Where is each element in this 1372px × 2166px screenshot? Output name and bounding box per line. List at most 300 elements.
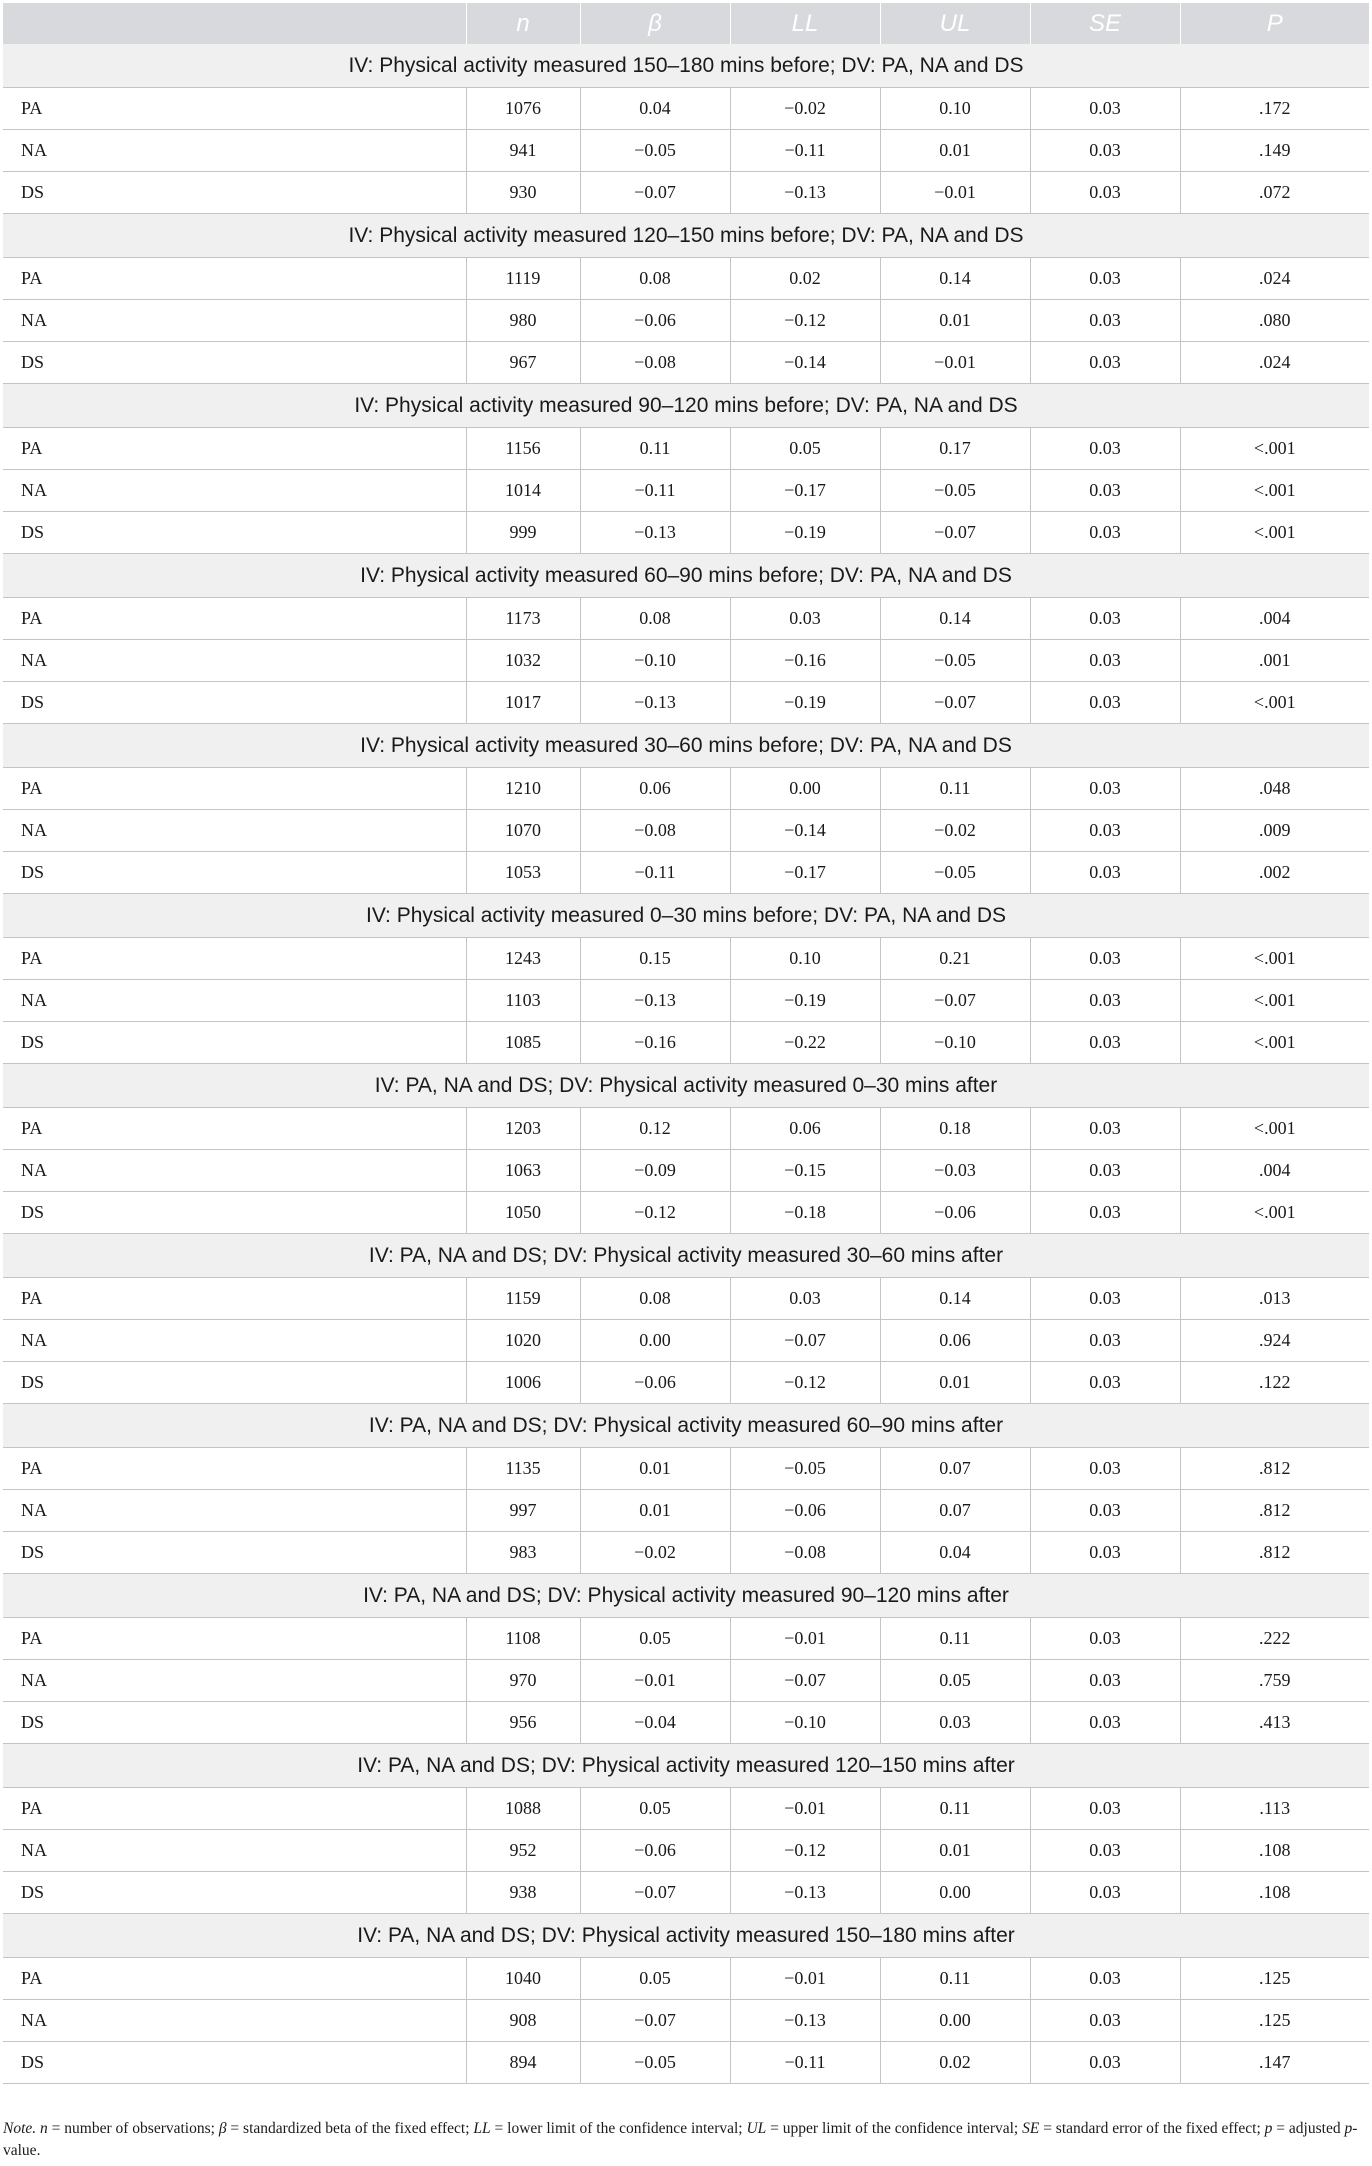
row-label: DS bbox=[3, 172, 466, 214]
cell-n: 1085 bbox=[466, 1022, 580, 1064]
cell-p: .812 bbox=[1180, 1532, 1369, 1574]
section-title: IV: Physical activity measured 90–120 mins before; DV: PA, NA and DS bbox=[3, 384, 1369, 428]
table-row bbox=[3, 470, 1369, 512]
cell-beta: −0.13 bbox=[580, 980, 730, 1022]
cell-se: 0.03 bbox=[1030, 2042, 1180, 2084]
cell-beta: 0.15 bbox=[580, 938, 730, 980]
cell-beta: 0.08 bbox=[580, 258, 730, 300]
cell-ul: −0.05 bbox=[880, 640, 1030, 682]
section-title: IV: Physical activity measured 60–90 mins before; DV: PA, NA and DS bbox=[3, 554, 1369, 598]
row-label: PA bbox=[3, 1788, 466, 1830]
table-row bbox=[3, 1532, 1369, 1574]
cell-ul: 0.11 bbox=[880, 1788, 1030, 1830]
note-p-definition: = adjusted bbox=[1272, 2120, 1345, 2137]
table-row bbox=[3, 938, 1369, 980]
cell-ll: −0.15 bbox=[730, 1150, 880, 1192]
cell-p: .108 bbox=[1180, 1830, 1369, 1872]
cell-ul: 0.07 bbox=[880, 1448, 1030, 1490]
row-label: DS bbox=[3, 1192, 466, 1234]
cell-p: .924 bbox=[1180, 1320, 1369, 1362]
cell-se: 0.03 bbox=[1030, 258, 1180, 300]
cell-ll: −0.12 bbox=[730, 300, 880, 342]
cell-se: 0.03 bbox=[1030, 428, 1180, 470]
section-header-row bbox=[3, 1914, 1369, 1958]
cell-ll: 0.00 bbox=[730, 768, 880, 810]
cell-p: .024 bbox=[1180, 342, 1369, 384]
cell-n: 1108 bbox=[466, 1618, 580, 1660]
cell-n: 980 bbox=[466, 300, 580, 342]
cell-n: 983 bbox=[466, 1532, 580, 1574]
cell-p: <.001 bbox=[1180, 682, 1369, 724]
cell-se: 0.03 bbox=[1030, 172, 1180, 214]
cell-n: 997 bbox=[466, 1490, 580, 1532]
cell-p: .024 bbox=[1180, 258, 1369, 300]
section-header-row bbox=[3, 214, 1369, 258]
cell-se: 0.03 bbox=[1030, 852, 1180, 894]
cell-ul: 0.17 bbox=[880, 428, 1030, 470]
note-ul-definition: = upper limit of the confidence interval; bbox=[766, 2120, 1023, 2137]
header-se: SE bbox=[1030, 3, 1180, 44]
cell-n: 941 bbox=[466, 130, 580, 172]
cell-ul: 0.14 bbox=[880, 1278, 1030, 1320]
cell-beta: 0.08 bbox=[580, 1278, 730, 1320]
cell-p: .149 bbox=[1180, 130, 1369, 172]
row-label: DS bbox=[3, 852, 466, 894]
cell-se: 0.03 bbox=[1030, 980, 1180, 1022]
note-se-definition: = standard error of the fixed effect; bbox=[1039, 2120, 1265, 2137]
cell-ll: 0.03 bbox=[730, 1278, 880, 1320]
cell-se: 0.03 bbox=[1030, 1788, 1180, 1830]
cell-ul: 0.02 bbox=[880, 2042, 1030, 2084]
cell-n: 1017 bbox=[466, 682, 580, 724]
cell-beta: −0.10 bbox=[580, 640, 730, 682]
cell-se: 0.03 bbox=[1030, 768, 1180, 810]
cell-ll: −0.05 bbox=[730, 1448, 880, 1490]
cell-p: .004 bbox=[1180, 1150, 1369, 1192]
table-row bbox=[3, 1660, 1369, 1702]
header-beta: β bbox=[580, 3, 730, 44]
cell-ll: −0.14 bbox=[730, 810, 880, 852]
header-blank bbox=[3, 3, 466, 44]
cell-n: 1173 bbox=[466, 598, 580, 640]
section-header-row bbox=[3, 554, 1369, 598]
row-label: DS bbox=[3, 1532, 466, 1574]
note-p-word: p bbox=[1344, 2120, 1353, 2137]
cell-beta: −0.12 bbox=[580, 1192, 730, 1234]
cell-n: 1103 bbox=[466, 980, 580, 1022]
cell-ll: 0.05 bbox=[730, 428, 880, 470]
note-ul-symbol: UL bbox=[746, 2120, 767, 2137]
cell-ul: −0.03 bbox=[880, 1150, 1030, 1192]
cell-se: 0.03 bbox=[1030, 1192, 1180, 1234]
cell-ul: 0.14 bbox=[880, 258, 1030, 300]
cell-ll: −0.06 bbox=[730, 1490, 880, 1532]
cell-p: <.001 bbox=[1180, 428, 1369, 470]
cell-se: 0.03 bbox=[1030, 2000, 1180, 2042]
cell-ul: 0.05 bbox=[880, 1660, 1030, 1702]
row-label: NA bbox=[3, 640, 466, 682]
cell-beta: 0.05 bbox=[580, 1958, 730, 2000]
cell-ll: 0.02 bbox=[730, 258, 880, 300]
cell-ll: −0.13 bbox=[730, 1872, 880, 1914]
note-beta-definition: = standardized beta of the fixed effect; bbox=[226, 2120, 474, 2137]
row-label: NA bbox=[3, 2000, 466, 2042]
cell-ul: −0.05 bbox=[880, 852, 1030, 894]
cell-p: <.001 bbox=[1180, 1192, 1369, 1234]
cell-ul: −0.01 bbox=[880, 172, 1030, 214]
row-label: PA bbox=[3, 1618, 466, 1660]
table-row bbox=[3, 1490, 1369, 1532]
cell-ul: 0.03 bbox=[880, 1702, 1030, 1744]
cell-beta: −0.07 bbox=[580, 172, 730, 214]
cell-ll: −0.07 bbox=[730, 1660, 880, 1702]
table-row bbox=[3, 2000, 1369, 2042]
cell-n: 1070 bbox=[466, 810, 580, 852]
cell-beta: −0.06 bbox=[580, 1830, 730, 1872]
cell-se: 0.03 bbox=[1030, 1278, 1180, 1320]
table-row bbox=[3, 1150, 1369, 1192]
cell-n: 1063 bbox=[466, 1150, 580, 1192]
cell-p: <.001 bbox=[1180, 512, 1369, 554]
section-title: IV: PA, NA and DS; DV: Physical activity measured 60–90 mins after bbox=[3, 1404, 1369, 1448]
cell-n: 967 bbox=[466, 342, 580, 384]
row-label: NA bbox=[3, 300, 466, 342]
row-label: DS bbox=[3, 1872, 466, 1914]
cell-ul: 0.14 bbox=[880, 598, 1030, 640]
note-p-end: -value. bbox=[3, 2120, 1358, 2159]
cell-p: .222 bbox=[1180, 1618, 1369, 1660]
row-label: PA bbox=[3, 598, 466, 640]
cell-beta: 0.01 bbox=[580, 1448, 730, 1490]
row-label: PA bbox=[3, 88, 466, 130]
cell-se: 0.03 bbox=[1030, 88, 1180, 130]
cell-ul: −0.01 bbox=[880, 342, 1030, 384]
cell-ll: −0.01 bbox=[730, 1958, 880, 2000]
cell-beta: −0.02 bbox=[580, 1532, 730, 1574]
cell-se: 0.03 bbox=[1030, 1532, 1180, 1574]
cell-p: <.001 bbox=[1180, 470, 1369, 512]
cell-se: 0.03 bbox=[1030, 1702, 1180, 1744]
cell-p: <.001 bbox=[1180, 1022, 1369, 1064]
section-title: IV: Physical activity measured 150–180 mins before; DV: PA, NA and DS bbox=[3, 44, 1369, 88]
cell-ll: −0.17 bbox=[730, 470, 880, 512]
table-row bbox=[3, 88, 1369, 130]
cell-n: 1020 bbox=[466, 1320, 580, 1362]
row-label: PA bbox=[3, 938, 466, 980]
cell-ul: 0.18 bbox=[880, 1108, 1030, 1150]
row-label: PA bbox=[3, 1448, 466, 1490]
cell-p: .172 bbox=[1180, 88, 1369, 130]
row-label: PA bbox=[3, 428, 466, 470]
note-se-symbol: SE bbox=[1022, 2120, 1040, 2137]
cell-beta: 0.04 bbox=[580, 88, 730, 130]
table-row bbox=[3, 1958, 1369, 2000]
note-p-symbol: p bbox=[1264, 2120, 1273, 2137]
cell-beta: −0.07 bbox=[580, 1872, 730, 1914]
table-header bbox=[3, 3, 1369, 44]
cell-n: 956 bbox=[466, 1702, 580, 1744]
row-label: NA bbox=[3, 980, 466, 1022]
row-label: NA bbox=[3, 1660, 466, 1702]
cell-ul: 0.00 bbox=[880, 1872, 1030, 1914]
cell-ul: 0.04 bbox=[880, 1532, 1030, 1574]
table-row bbox=[3, 1788, 1369, 1830]
cell-se: 0.03 bbox=[1030, 1958, 1180, 2000]
table-row bbox=[3, 1618, 1369, 1660]
cell-ul: 0.06 bbox=[880, 1320, 1030, 1362]
cell-ul: 0.10 bbox=[880, 88, 1030, 130]
cell-se: 0.03 bbox=[1030, 470, 1180, 512]
cell-ll: −0.11 bbox=[730, 130, 880, 172]
table-row bbox=[3, 980, 1369, 1022]
cell-n: 1050 bbox=[466, 1192, 580, 1234]
cell-ul: −0.07 bbox=[880, 512, 1030, 554]
cell-ul: 0.11 bbox=[880, 1618, 1030, 1660]
cell-n: 908 bbox=[466, 2000, 580, 2042]
cell-ul: 0.01 bbox=[880, 1830, 1030, 1872]
row-label: PA bbox=[3, 768, 466, 810]
cell-p: .147 bbox=[1180, 2042, 1369, 2084]
table-row bbox=[3, 1830, 1369, 1872]
table-row bbox=[3, 1702, 1369, 1744]
cell-se: 0.03 bbox=[1030, 598, 1180, 640]
section-header-row bbox=[3, 1404, 1369, 1448]
section-title: IV: Physical activity measured 0–30 mins before; DV: PA, NA and DS bbox=[3, 894, 1369, 938]
table-row bbox=[3, 300, 1369, 342]
cell-n: 894 bbox=[466, 2042, 580, 2084]
table-row bbox=[3, 768, 1369, 810]
cell-n: 952 bbox=[466, 1830, 580, 1872]
section-header-row bbox=[3, 44, 1369, 88]
table-row bbox=[3, 428, 1369, 470]
cell-ll: 0.10 bbox=[730, 938, 880, 980]
cell-p: <.001 bbox=[1180, 1108, 1369, 1150]
cell-se: 0.03 bbox=[1030, 1150, 1180, 1192]
cell-ul: 0.01 bbox=[880, 130, 1030, 172]
note-ll-definition: = lower limit of the confidence interval; bbox=[490, 2120, 747, 2137]
cell-ul: 0.21 bbox=[880, 938, 1030, 980]
table-row bbox=[3, 130, 1369, 172]
cell-n: 1159 bbox=[466, 1278, 580, 1320]
cell-ul: −0.06 bbox=[880, 1192, 1030, 1234]
cell-p: .108 bbox=[1180, 1872, 1369, 1914]
cell-beta: 0.11 bbox=[580, 428, 730, 470]
cell-se: 0.03 bbox=[1030, 342, 1180, 384]
cell-ll: 0.06 bbox=[730, 1108, 880, 1150]
cell-ll: −0.14 bbox=[730, 342, 880, 384]
cell-n: 999 bbox=[466, 512, 580, 554]
cell-n: 1156 bbox=[466, 428, 580, 470]
table-row bbox=[3, 258, 1369, 300]
header-ll: LL bbox=[730, 3, 880, 44]
table-row bbox=[3, 682, 1369, 724]
row-label: PA bbox=[3, 258, 466, 300]
cell-p: .001 bbox=[1180, 640, 1369, 682]
cell-p: .125 bbox=[1180, 2000, 1369, 2042]
section-title: IV: PA, NA and DS; DV: Physical activity measured 0–30 mins after bbox=[3, 1064, 1369, 1108]
table-row bbox=[3, 1022, 1369, 1064]
table-row bbox=[3, 598, 1369, 640]
table-row bbox=[3, 342, 1369, 384]
cell-se: 0.03 bbox=[1030, 130, 1180, 172]
cell-ll: −0.11 bbox=[730, 2042, 880, 2084]
cell-se: 0.03 bbox=[1030, 938, 1180, 980]
row-label: PA bbox=[3, 1278, 466, 1320]
cell-se: 0.03 bbox=[1030, 1660, 1180, 1702]
cell-se: 0.03 bbox=[1030, 1108, 1180, 1150]
cell-ll: −0.13 bbox=[730, 172, 880, 214]
cell-p: .759 bbox=[1180, 1660, 1369, 1702]
note-n-definition: = number of observations; bbox=[47, 2120, 219, 2137]
cell-ll: −0.22 bbox=[730, 1022, 880, 1064]
header-n: n bbox=[466, 3, 580, 44]
table-row bbox=[3, 2042, 1369, 2084]
cell-ul: 0.01 bbox=[880, 300, 1030, 342]
section-header-row bbox=[3, 1744, 1369, 1788]
cell-se: 0.03 bbox=[1030, 682, 1180, 724]
cell-n: 930 bbox=[466, 172, 580, 214]
row-label: NA bbox=[3, 1490, 466, 1532]
cell-ll: −0.01 bbox=[730, 1618, 880, 1660]
table-row bbox=[3, 1448, 1369, 1490]
row-label: DS bbox=[3, 1362, 466, 1404]
cell-ll: −0.19 bbox=[730, 682, 880, 724]
cell-n: 1135 bbox=[466, 1448, 580, 1490]
results-table bbox=[3, 3, 1369, 2084]
header-row bbox=[3, 3, 1369, 44]
row-label: DS bbox=[3, 2042, 466, 2084]
cell-ll: −0.19 bbox=[730, 980, 880, 1022]
cell-beta: −0.13 bbox=[580, 682, 730, 724]
cell-beta: −0.11 bbox=[580, 852, 730, 894]
cell-beta: −0.06 bbox=[580, 300, 730, 342]
cell-p: .048 bbox=[1180, 768, 1369, 810]
cell-ll: −0.18 bbox=[730, 1192, 880, 1234]
cell-beta: −0.07 bbox=[580, 2000, 730, 2042]
cell-ul: 0.11 bbox=[880, 768, 1030, 810]
cell-n: 1119 bbox=[466, 258, 580, 300]
row-label: DS bbox=[3, 682, 466, 724]
cell-se: 0.03 bbox=[1030, 1448, 1180, 1490]
cell-n: 1203 bbox=[466, 1108, 580, 1150]
cell-ll: −0.01 bbox=[730, 1788, 880, 1830]
table-row bbox=[3, 1108, 1369, 1150]
cell-p: <.001 bbox=[1180, 938, 1369, 980]
cell-beta: 0.06 bbox=[580, 768, 730, 810]
row-label: PA bbox=[3, 1958, 466, 2000]
cell-p: .009 bbox=[1180, 810, 1369, 852]
cell-beta: −0.08 bbox=[580, 342, 730, 384]
cell-beta: −0.01 bbox=[580, 1660, 730, 1702]
cell-beta: 0.08 bbox=[580, 598, 730, 640]
cell-beta: 0.12 bbox=[580, 1108, 730, 1150]
cell-ul: −0.10 bbox=[880, 1022, 1030, 1064]
cell-se: 0.03 bbox=[1030, 1830, 1180, 1872]
cell-beta: −0.11 bbox=[580, 470, 730, 512]
cell-se: 0.03 bbox=[1030, 1022, 1180, 1064]
row-label: NA bbox=[3, 1320, 466, 1362]
row-label: DS bbox=[3, 512, 466, 554]
cell-p: .072 bbox=[1180, 172, 1369, 214]
cell-ll: −0.12 bbox=[730, 1362, 880, 1404]
row-label: NA bbox=[3, 810, 466, 852]
section-header-row bbox=[3, 1574, 1369, 1618]
note-prefix: Note. bbox=[3, 2120, 37, 2137]
section-title: IV: Physical activity measured 30–60 mins before; DV: PA, NA and DS bbox=[3, 724, 1369, 768]
table-body bbox=[3, 44, 1369, 2084]
cell-p: .812 bbox=[1180, 1448, 1369, 1490]
row-label: NA bbox=[3, 130, 466, 172]
table-row bbox=[3, 640, 1369, 682]
table-row bbox=[3, 1320, 1369, 1362]
note-ll-symbol: LL bbox=[473, 2120, 491, 2137]
cell-beta: 0.00 bbox=[580, 1320, 730, 1362]
cell-se: 0.03 bbox=[1030, 1618, 1180, 1660]
note-beta-symbol: β bbox=[218, 2120, 227, 2137]
cell-p: <.001 bbox=[1180, 980, 1369, 1022]
cell-n: 1210 bbox=[466, 768, 580, 810]
section-header-row bbox=[3, 384, 1369, 428]
cell-beta: 0.05 bbox=[580, 1618, 730, 1660]
section-header-row bbox=[3, 1234, 1369, 1278]
cell-beta: −0.04 bbox=[580, 1702, 730, 1744]
cell-ul: −0.07 bbox=[880, 980, 1030, 1022]
cell-se: 0.03 bbox=[1030, 300, 1180, 342]
section-header-row bbox=[3, 894, 1369, 938]
cell-beta: 0.01 bbox=[580, 1490, 730, 1532]
cell-n: 1088 bbox=[466, 1788, 580, 1830]
row-label: DS bbox=[3, 1702, 466, 1744]
cell-p: .004 bbox=[1180, 598, 1369, 640]
table-row bbox=[3, 1278, 1369, 1320]
cell-ll: 0.03 bbox=[730, 598, 880, 640]
section-header-row bbox=[3, 724, 1369, 768]
cell-n: 1014 bbox=[466, 470, 580, 512]
cell-ll: −0.08 bbox=[730, 1532, 880, 1574]
cell-n: 938 bbox=[466, 1872, 580, 1914]
cell-ll: −0.02 bbox=[730, 88, 880, 130]
cell-p: .812 bbox=[1180, 1490, 1369, 1532]
cell-p: .002 bbox=[1180, 852, 1369, 894]
section-title: IV: PA, NA and DS; DV: Physical activity measured 30–60 mins after bbox=[3, 1234, 1369, 1278]
cell-n: 1243 bbox=[466, 938, 580, 980]
section-title: IV: Physical activity measured 120–150 mins before; DV: PA, NA and DS bbox=[3, 214, 1369, 258]
cell-ll: −0.12 bbox=[730, 1830, 880, 1872]
row-label: DS bbox=[3, 1022, 466, 1064]
cell-beta: −0.13 bbox=[580, 512, 730, 554]
row-label: NA bbox=[3, 1150, 466, 1192]
cell-n: 970 bbox=[466, 1660, 580, 1702]
header-p: P bbox=[1180, 3, 1369, 44]
cell-ul: 0.00 bbox=[880, 2000, 1030, 2042]
cell-n: 1076 bbox=[466, 88, 580, 130]
cell-p: .125 bbox=[1180, 1958, 1369, 2000]
cell-se: 0.03 bbox=[1030, 1490, 1180, 1532]
cell-beta: 0.05 bbox=[580, 1788, 730, 1830]
cell-beta: −0.05 bbox=[580, 130, 730, 172]
table-row bbox=[3, 810, 1369, 852]
cell-se: 0.03 bbox=[1030, 512, 1180, 554]
cell-ll: −0.13 bbox=[730, 2000, 880, 2042]
table-row bbox=[3, 852, 1369, 894]
table-row bbox=[3, 1362, 1369, 1404]
cell-beta: −0.08 bbox=[580, 810, 730, 852]
table-note bbox=[3, 2118, 1369, 2162]
cell-beta: −0.09 bbox=[580, 1150, 730, 1192]
cell-p: .113 bbox=[1180, 1788, 1369, 1830]
cell-beta: −0.06 bbox=[580, 1362, 730, 1404]
cell-se: 0.03 bbox=[1030, 640, 1180, 682]
